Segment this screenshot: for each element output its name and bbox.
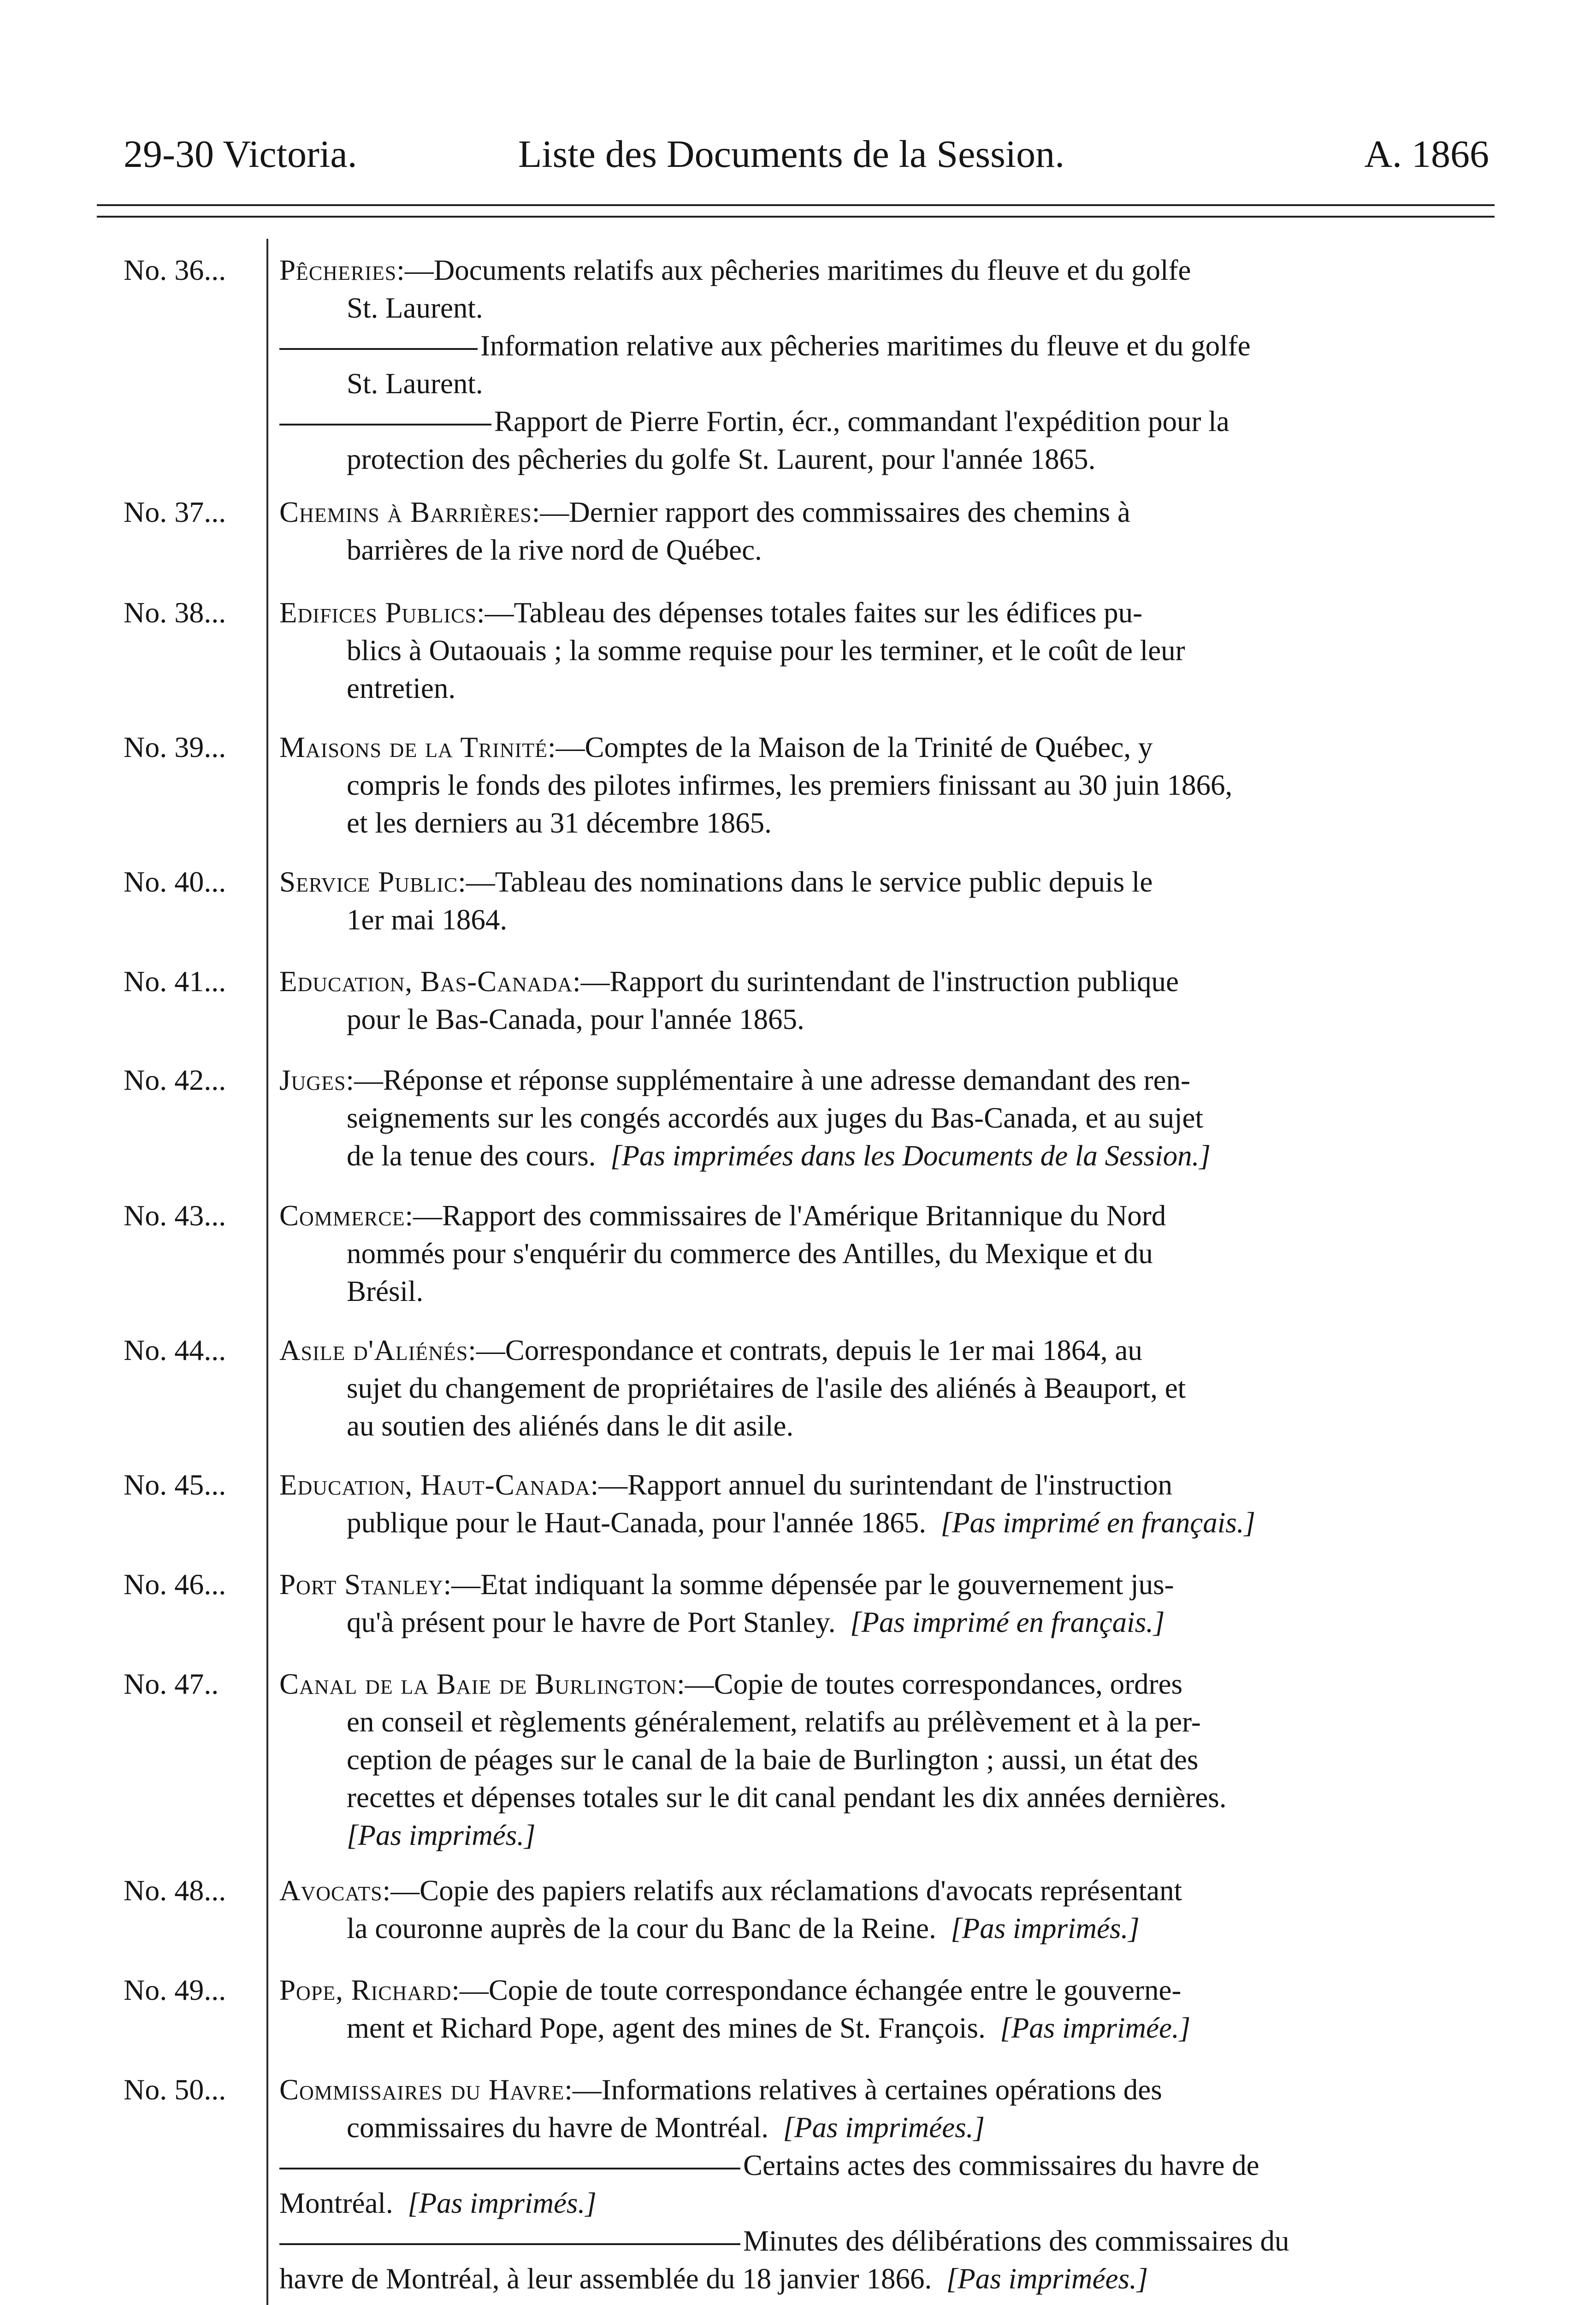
entry-text-line: pour le Bas-Canada, pour l'année 1865. (347, 1003, 804, 1035)
entry-text-line: :—Copie de toutes correspondances, ordres (677, 1668, 1183, 1700)
entry-title: Commerce (279, 1200, 405, 1232)
entry-body (279, 1061, 1478, 1175)
entry-body (279, 1665, 1478, 1854)
entry-text-line: Brésil. (347, 1275, 424, 1307)
entry-subtext-line: protection des pêcheries du golfe St. Laurent, pour l'année 1865. (347, 443, 1096, 475)
entry-number: No. 37... (124, 496, 226, 528)
entry-title: Canal de la Baie de Burlington (279, 1668, 677, 1700)
entry-note: [Pas imprimées.] (783, 2111, 985, 2144)
entry-number: No. 49... (124, 1974, 226, 2006)
ditto-dash (279, 348, 478, 350)
entry-body (279, 2071, 1478, 2298)
entry-text-line: barrières de la rive nord de Québec. (347, 534, 762, 566)
entry-title: Commissaires du Havre (279, 2074, 565, 2106)
entry-subtext-line: Rapport de Pierre Fortin, écr., commandant l'expédition pour la (494, 405, 1230, 437)
entry-text-line: :—Documents relatifs aux pêcheries maritimes du fleuve et du golfe (396, 254, 1191, 286)
entry-note: [Pas imprimés.] (951, 1912, 1140, 1944)
entry-text-line: 1er mai 1864. (347, 904, 508, 936)
entry-number: No. 36... (124, 254, 226, 286)
entry-subtext-line: Information relative aux pêcheries maritimes du fleuve et du golfe (480, 330, 1251, 362)
entry-text-line: seignements sur les congés accordés aux juges du Bas-Canada, et au sujet (347, 1102, 1203, 1134)
entry-note: [Pas imprimés.] (347, 1819, 536, 1851)
entry-title: Edifices Publics (279, 597, 477, 629)
entry-subtext-line: Certains actes des commissaires du havre de (743, 2149, 1259, 2181)
entry-text-line: :—Comptes de la Maison de la Trinité de Québec, y (548, 731, 1153, 763)
entry-number: No. 45... (124, 1468, 226, 1501)
ditto-dash (279, 2243, 740, 2245)
entry-number: No. 42... (124, 1064, 226, 1096)
entry-title: Service Public (279, 866, 458, 898)
ditto-dash (279, 424, 491, 426)
entry-body (279, 1971, 1478, 2047)
entry-text-line: recettes et dépenses totales sur le dit canal pendant les dix années dernières. (347, 1781, 1227, 1814)
entry-title: Juges (279, 1064, 346, 1096)
entry-number: No. 44... (124, 1334, 226, 1366)
entry-text-line: ception de péages sur le canal de la baie de Burlington ; aussi, un état des (347, 1744, 1199, 1776)
column-divider (266, 239, 268, 2305)
entry-number: No. 43... (124, 1199, 226, 1232)
entry-title: Asile d'Aliénés (279, 1334, 468, 1366)
header-title: Liste des Documents de la Session. (518, 133, 1065, 176)
entry-text-line: la couronne auprès de la cour du Banc de la Reine. (347, 1912, 936, 1944)
header-rule-top (97, 204, 1495, 206)
entry-subtext-line: St. Laurent. (347, 367, 483, 400)
header-session-label: 29-30 Victoria. (124, 133, 357, 176)
entry-subtext-line: Minutes des délibérations des commissaires du (743, 2225, 1289, 2257)
entry-text-line: commissaires du havre de Montréal. (347, 2111, 768, 2144)
entry-text-line: ment et Richard Pope, agent des mines de St. François. (347, 2012, 986, 2044)
entry-text-line: publique pour le Haut-Canada, pour l'année 1865. (347, 1507, 926, 1539)
entry-body (279, 1331, 1478, 1445)
entry-text-line: de la tenue des cours. (347, 1140, 596, 1172)
entry-text-line: :—Informations relatives à certaines opérations des (564, 2074, 1162, 2106)
entry-text-line: :—Rapport annuel du surintendant de l'instruction (590, 1469, 1173, 1501)
entry-title: Avocats (279, 1874, 383, 1907)
entry-text-line: :—Etat indiquant la somme dépensée par le gouvernement jus- (443, 1568, 1174, 1601)
entry-body (279, 1197, 1478, 1310)
entry-title: Port Stanley (279, 1568, 443, 1601)
entry-title: Education, Haut-Canada (279, 1469, 591, 1501)
entry-number: No. 50... (124, 2073, 226, 2106)
entry-text-line: :—Réponse et réponse supplémentaire à une adresse demandant des ren- (346, 1064, 1191, 1096)
entry-text-line: :—Copie des papiers relatifs aux réclamations d'avocats représentant (382, 1874, 1182, 1907)
header-rule-bottom (97, 216, 1495, 218)
entry-number: No. 47.. (124, 1667, 219, 1700)
entry-text-line: :—Dernier rapport des commissaires des chemins à (532, 496, 1130, 528)
entry-text-line: :—Correspondance et contrats, depuis le 1er mai 1864, au (468, 1334, 1142, 1366)
entry-number: No. 40... (124, 865, 226, 898)
ditto-dash (279, 2168, 740, 2169)
entry-number: No. 38... (124, 596, 226, 629)
entry-title: Maisons de la Trinité (279, 731, 548, 763)
entry-number: No. 46... (124, 1568, 226, 1601)
entry-body (279, 251, 1478, 478)
entry-text-line: nommés pour s'enquérir du commerce des Antilles, du Mexique et du (347, 1237, 1153, 1270)
entry-text-line: St. Laurent. (347, 292, 483, 324)
entry-number: No. 39... (124, 731, 226, 763)
entry-subtext-line: Montréal. (279, 2187, 393, 2219)
entry-number: No. 48... (124, 1874, 226, 1907)
entry-text-line: qu'à présent pour le havre de Port Stanley. (347, 1606, 836, 1638)
entry-note: [Pas imprimée.] (1000, 2012, 1191, 2044)
entry-note: [Pas imprimées dans les Documents de la Session.] (610, 1140, 1211, 1172)
entry-text-line: en conseil et règlements généralement, relatifs au prélèvement et à la per- (347, 1706, 1201, 1738)
entry-text-line: :—Tableau des nominations dans le service public depuis le (458, 866, 1153, 898)
entry-text-line: :—Tableau des dépenses totales faites sur les édifices pu- (477, 597, 1143, 629)
entry-title: Pêcheries (279, 254, 397, 286)
entry-text-line: sujet du changement de propriétaires de l'asile des aliénés à Beauport, et (347, 1372, 1186, 1404)
entry-body (279, 493, 1478, 569)
entry-body (279, 1566, 1478, 1641)
entry-body (279, 594, 1478, 707)
header-year: A. 1866 (1364, 133, 1489, 176)
entry-note: [Pas imprimées.] (946, 2263, 1148, 2295)
entry-title: Chemins à Barrières (279, 496, 532, 528)
entry-title: Pope, Richard (279, 1974, 452, 2006)
entry-body (279, 728, 1478, 842)
entry-body (279, 1466, 1478, 1542)
entry-body (279, 1872, 1478, 1947)
entry-text-line: compris le fonds des pilotes infirmes, les premiers finissant au 30 juin 1866, (347, 769, 1233, 801)
entry-note: [Pas imprimés.] (408, 2187, 597, 2219)
entry-number: No. 41... (124, 965, 226, 998)
entry-text-line: :—Rapport du surintendant de l'instruction publique (573, 965, 1179, 998)
entry-text-line: au soutien des aliénés dans le dit asile. (347, 1410, 794, 1442)
entry-text-line: entretien. (347, 672, 456, 704)
entry-title: Education, Bas-Canada (279, 965, 573, 998)
entry-note: [Pas imprimé en français.] (850, 1606, 1165, 1638)
entry-note: [Pas imprimé en français.] (940, 1507, 1255, 1539)
entry-text-line: et les derniers au 31 décembre 1865. (347, 807, 772, 839)
entry-text-line: :—Copie de toute correspondance échangée entre le gouverne- (451, 1974, 1182, 2006)
entry-body (279, 863, 1478, 939)
entry-body (279, 963, 1478, 1038)
entry-text-line: :—Rapport des commissaires de l'Amérique Britannique du Nord (405, 1200, 1166, 1232)
entry-text-line: blics à Outaouais ; la somme requise pour les terminer, et le coût de leur (347, 634, 1185, 667)
page-header (124, 127, 1489, 182)
entry-subtext-line: havre de Montréal, à leur assemblée du 18 janvier 1866. (279, 2263, 932, 2295)
